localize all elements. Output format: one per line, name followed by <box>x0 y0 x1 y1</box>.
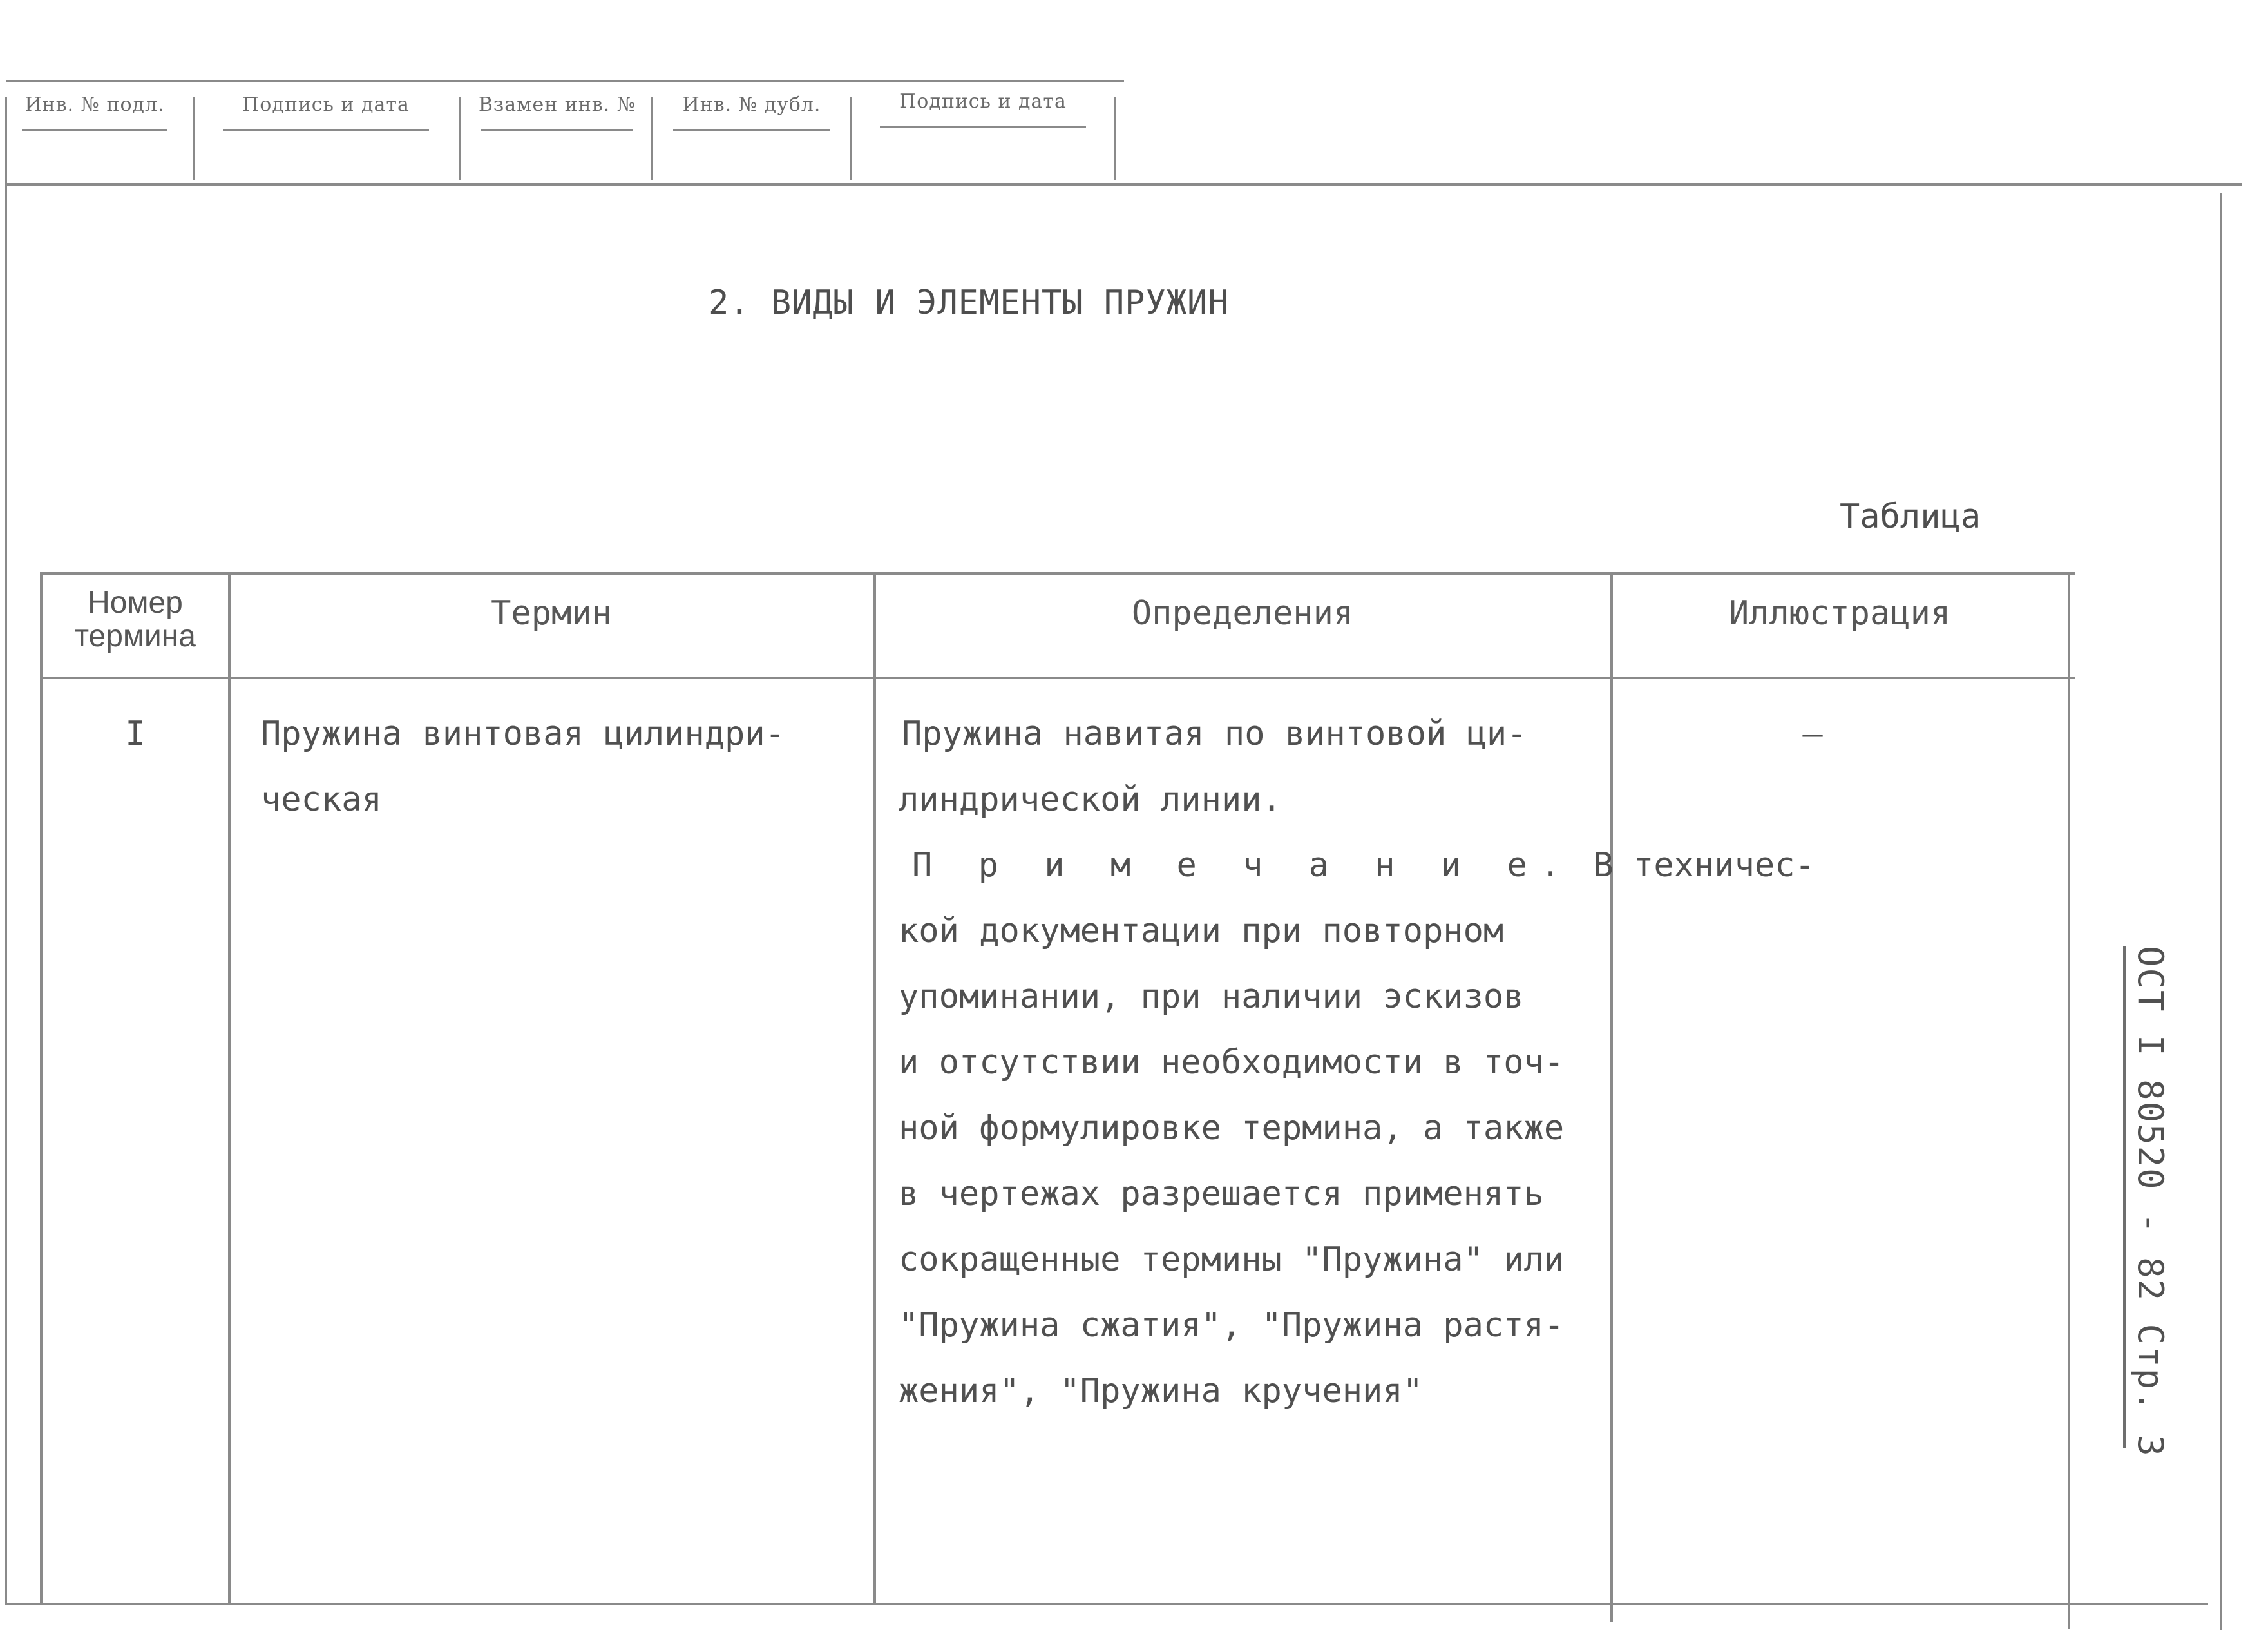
header-term: Термин <box>491 594 612 633</box>
header-term-number-line2: термина <box>75 619 196 653</box>
stamp-divider <box>1114 97 1116 180</box>
row-illustration: — <box>1802 715 1823 753</box>
note-label: П р и м е ч а н и е. <box>912 846 1574 885</box>
row-definition-line: линдрической линии. <box>899 780 1282 819</box>
table-label: Таблица <box>1840 497 1981 536</box>
stamp-cell-label: Подпись и дата <box>899 90 1067 113</box>
row-definition-note-line <box>912 832 1815 898</box>
table-column-line <box>228 572 231 1603</box>
section-title: 2. ВИДЫ И ЭЛЕМЕНТЫ ПРУЖИН <box>709 283 1229 322</box>
table-header-border <box>40 677 2075 679</box>
header-term-number <box>43 586 228 653</box>
stamp-top-line <box>6 80 1124 82</box>
row-definition-line: жения", "Пружина кручения" <box>899 1372 1423 1410</box>
row-term-line: Пружина винтовая цилиндри- <box>261 715 785 753</box>
header-definition: Определения <box>1131 594 1354 633</box>
table-top-border <box>40 572 2075 575</box>
stamp-cell-inv-podl <box>8 93 182 126</box>
row-definition-line: "Пружина сжатия", "Пружина растя- <box>899 1306 1565 1345</box>
frame-right-line <box>2220 193 2222 1630</box>
row-definition-line: ной формулировке термина, а также <box>899 1109 1565 1148</box>
row-term-line: ческая <box>261 780 382 819</box>
header-term-number-line1: Номер <box>88 586 183 620</box>
stamp-divider <box>193 97 195 180</box>
stamp-divider <box>651 97 653 180</box>
stamp-cell-label: Взамен инв. № <box>478 93 636 116</box>
frame-left-line <box>5 97 7 1604</box>
frame-top-line <box>6 183 2242 186</box>
row-definition-line: сокращенные термины "Пружина" или <box>899 1240 1565 1279</box>
frame-bottom-line <box>5 1603 2208 1605</box>
header-illustration: Иллюстрация <box>1728 594 1951 633</box>
stamp-divider <box>459 97 461 180</box>
document-code-stamp: ОСТ I 80520 - 82 Стр. 3 <box>2123 946 2171 1448</box>
stamp-divider <box>850 97 852 180</box>
row-definition-line: и отсутствии необходимости в точ- <box>899 1043 1565 1082</box>
table-column-line <box>873 572 876 1603</box>
stamp-cell-vzamen-inv <box>466 93 648 126</box>
stamp-cell-inv-dubl <box>658 93 845 126</box>
row-definition-line: упоминании, при наличии эскизов <box>899 977 1524 1016</box>
row-definition-line: кой документации при повторном <box>899 912 1504 950</box>
note-first-text: В техничес- <box>1573 846 1815 885</box>
row-term-number: I <box>125 715 146 753</box>
row-definition-line: в чертежах разрешается применять <box>899 1175 1544 1213</box>
stamp-cell-podpis-data <box>204 93 448 126</box>
stamp-cell-label: Инв. № подл. <box>24 93 165 116</box>
stamp-cell-label: Подпись и дата <box>242 93 410 116</box>
stamp-cell-label: Инв. № дубл. <box>682 93 821 116</box>
row-definition-line: Пружина навитая по винтовой ци- <box>902 715 1527 753</box>
table-column-line <box>2068 572 2070 1629</box>
stamp-cell-podpis-data-2 <box>861 90 1105 122</box>
